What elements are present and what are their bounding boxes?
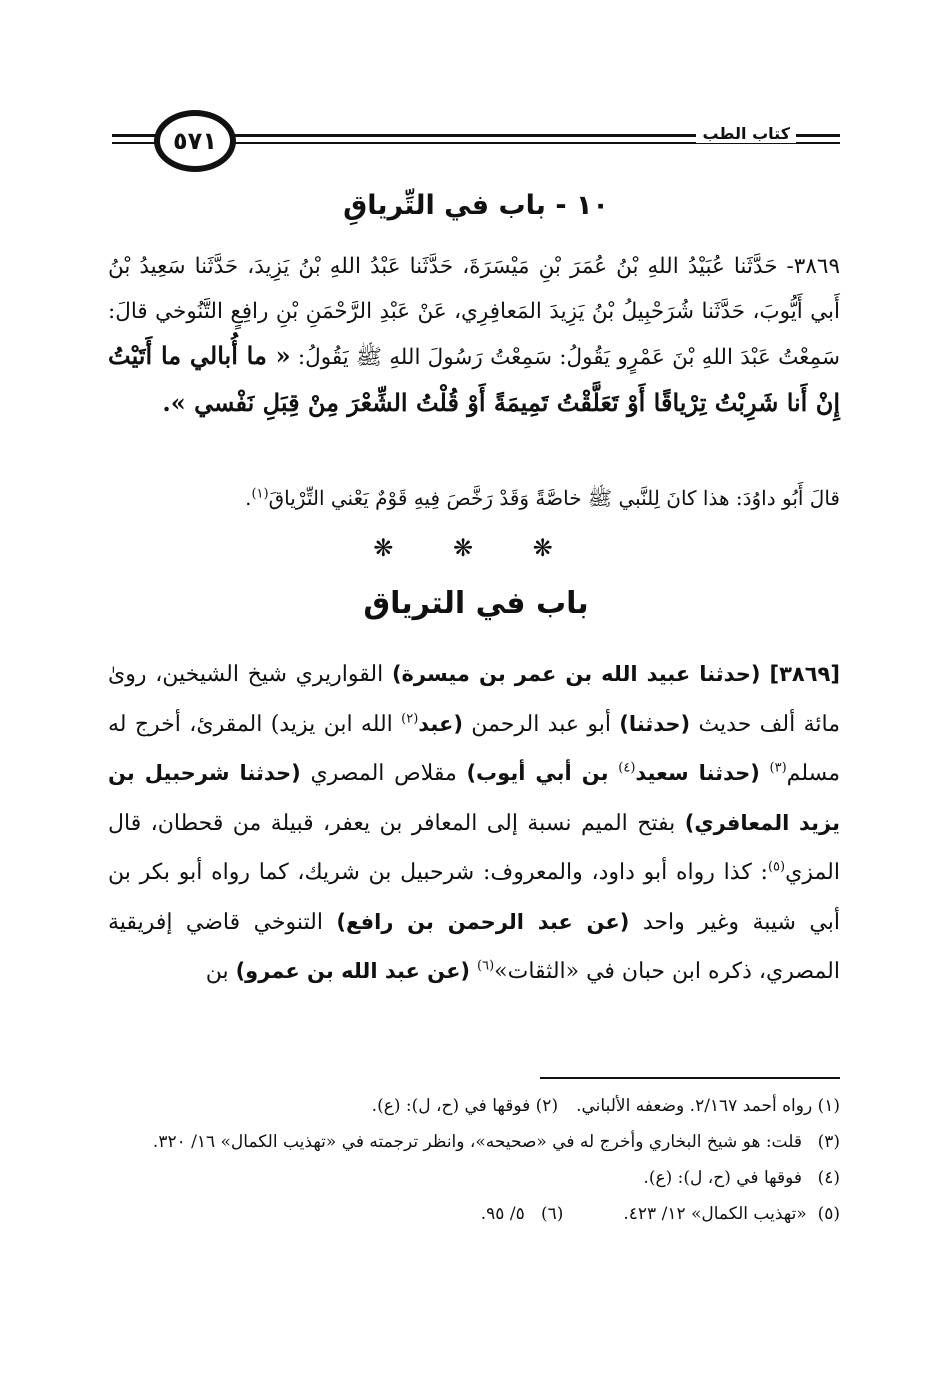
commentary-text-segment: أبو عبد الرحمن [462,711,620,737]
footnote-number: (١) [817,1096,840,1116]
footnote-6 [481,1196,564,1232]
footnote-text: فوقها في (ح، ل): (ع). [371,1096,531,1116]
footnote-ref: (٢) [401,711,419,727]
page-header [112,108,840,180]
footnote-3 [112,1124,840,1160]
footnote-text: «تهذيب الكمال» ١٢/ ٤٢٣. [623,1204,807,1224]
commentary-bold-segment: (عن عبد الله بن عمرو) [235,959,471,983]
commentary-text-segment [609,761,619,786]
hadith-text [108,245,840,427]
footnote-2 [372,1088,558,1124]
footnote-text: قلت: هو شيخ البخاري وأخرج له في «صحيحه»، وانظر ترجمته في «تهذيب الكمال» ١٦/ ٣٢٠. [152,1132,802,1152]
footnote-pair [463,1196,840,1232]
commentary-text-segment [470,959,477,984]
abu-dawud-note [108,478,840,518]
commentary-bold-segment: (عبد [418,711,463,736]
page-number-badge [154,110,236,172]
commentary-text-segment: التنوخي قاضي إفريقية المصري، ذكره ابن حبان في «الثقات» [108,909,840,984]
commentary-text-segment: بن [205,959,236,984]
footnote-text: ٥/ ٩٥. [480,1204,525,1224]
footnote-number: (٥) [817,1204,840,1224]
footnote-ref: (٥) [767,859,786,875]
footnote-number: (٢) [535,1096,559,1116]
commentary-text-segment: الله ابن يزيد) المقرئ، أخرج له مسلم [108,711,841,786]
hadith-isnad: ٣٨٦٩- حَدَّثَنا عُبَيْدُ اللهِ بْنُ عُمَرَ بْنِ مَيْسَرَةَ، حَدَّثَنا عَبْدُ اللهِ بْنُ يَزِيدَ، حَدَّثَنا سَعِيدُ بْنُ أَبي أَيُّوبَ، حَدَّثَنا شُرَحْبِيلُ بْنُ يَزِيدَ المَعافِرِي، عَنْ عَبْدِ الرَّحْمَنِ بْنِ رافِعٍ التَّنُوخي قالَ: سَمِعْتُ عَبْدَ اللهِ بْنَ عَمْرٍو يَقُولُ: سَمِعْتُ رَسُولَ اللهِ ﷺ يَقُولُ: [108,254,840,370]
commentary-bold-segment: (عن عبد الرحمن بن رافع) [336,909,630,934]
footnote-ref: (٣) [769,760,787,776]
footnote-separator [540,1077,840,1079]
running-book-title: كتاب الطب [696,124,796,143]
footnote-text: رواه أحمد ٢/١٦٧. وضعفه الألباني. [576,1096,813,1116]
footnote-ref: (٤) [618,760,636,776]
footnote-row [112,1196,840,1232]
footnote-number: (٦) [540,1204,564,1224]
footnote-pair [354,1088,840,1124]
abu-dawud-note-text: قالَ أَبُو داوُدَ: هذا كانَ لِلنَّبي ﷺ خاصَّةً وَقَدْ رَخَّصَ فِيهِ قَوْمٌ يَعْني التِّرْياقَ [268,486,840,510]
commentary-text [108,650,840,997]
commentary-bold-segment: (حدثنا شرحبيل بن يزيد المعافري) [108,761,840,835]
footnote-row [112,1088,840,1124]
commentary-bold-segment: (حدثنا) [619,711,691,736]
commentary-text-segment: بفتح الميم نسبة إلى المعافر بن يعفر، قبيلة من قحطان، قال المزي [108,810,840,885]
commentary-bold-segment: بن أبي أيوب) [466,761,609,785]
hadith-matn: « ما أُبالي ما أَتَيْتُ إِنْ أَنا شَرِبْتُ تِرْياقًا أَوْ تَعَلَّقْتُ تَمِيمَةً أَوْ قُلْتُ الشِّعْرَ مِنْ قِبَلِ نَفْسي ». [108,341,840,417]
footnote-number: (٤) [817,1168,840,1188]
commentary-bold-segment: [٣٨٦٩] (حدثنا عبيد الله بن عمر بن ميسرة) [391,662,840,686]
footnote-4 [112,1160,840,1196]
footnote-ref: (١) [251,486,269,502]
section-divider-stars: ❋ ❋ ❋ [373,534,579,562]
footnote-ref: (٦) [477,958,495,974]
footnote-number: (٣) [817,1132,840,1152]
commentary-bold-segment: (حدثنا سعيد [635,761,760,785]
footnote-text: فوقها في (ح، ل): (ع). [643,1168,802,1188]
page-number: ٥٧١ [173,127,217,155]
abu-dawud-note-end: . [245,486,252,510]
chapter-heading: ١٠ - باب في التِّرياقِ [343,190,609,221]
commentary-heading: باب في الترياق [363,586,589,621]
commentary-text-segment: القواريري شيخ الشيخين، روىٰ مائة ألف حديث [108,662,841,737]
commentary-text-segment [760,761,770,786]
commentary-text-segment: مقلاص المصري [300,761,467,786]
footnote-5 [623,1196,840,1232]
footnote-1 [576,1088,840,1124]
footnotes [112,1088,840,1232]
commentary-text-segment: : كذا رواه أبو داود، والمعروف: شرحبيل بن شريك، كما رواه أبو بكر بن أبي شيبة وغير واحد [108,860,841,935]
